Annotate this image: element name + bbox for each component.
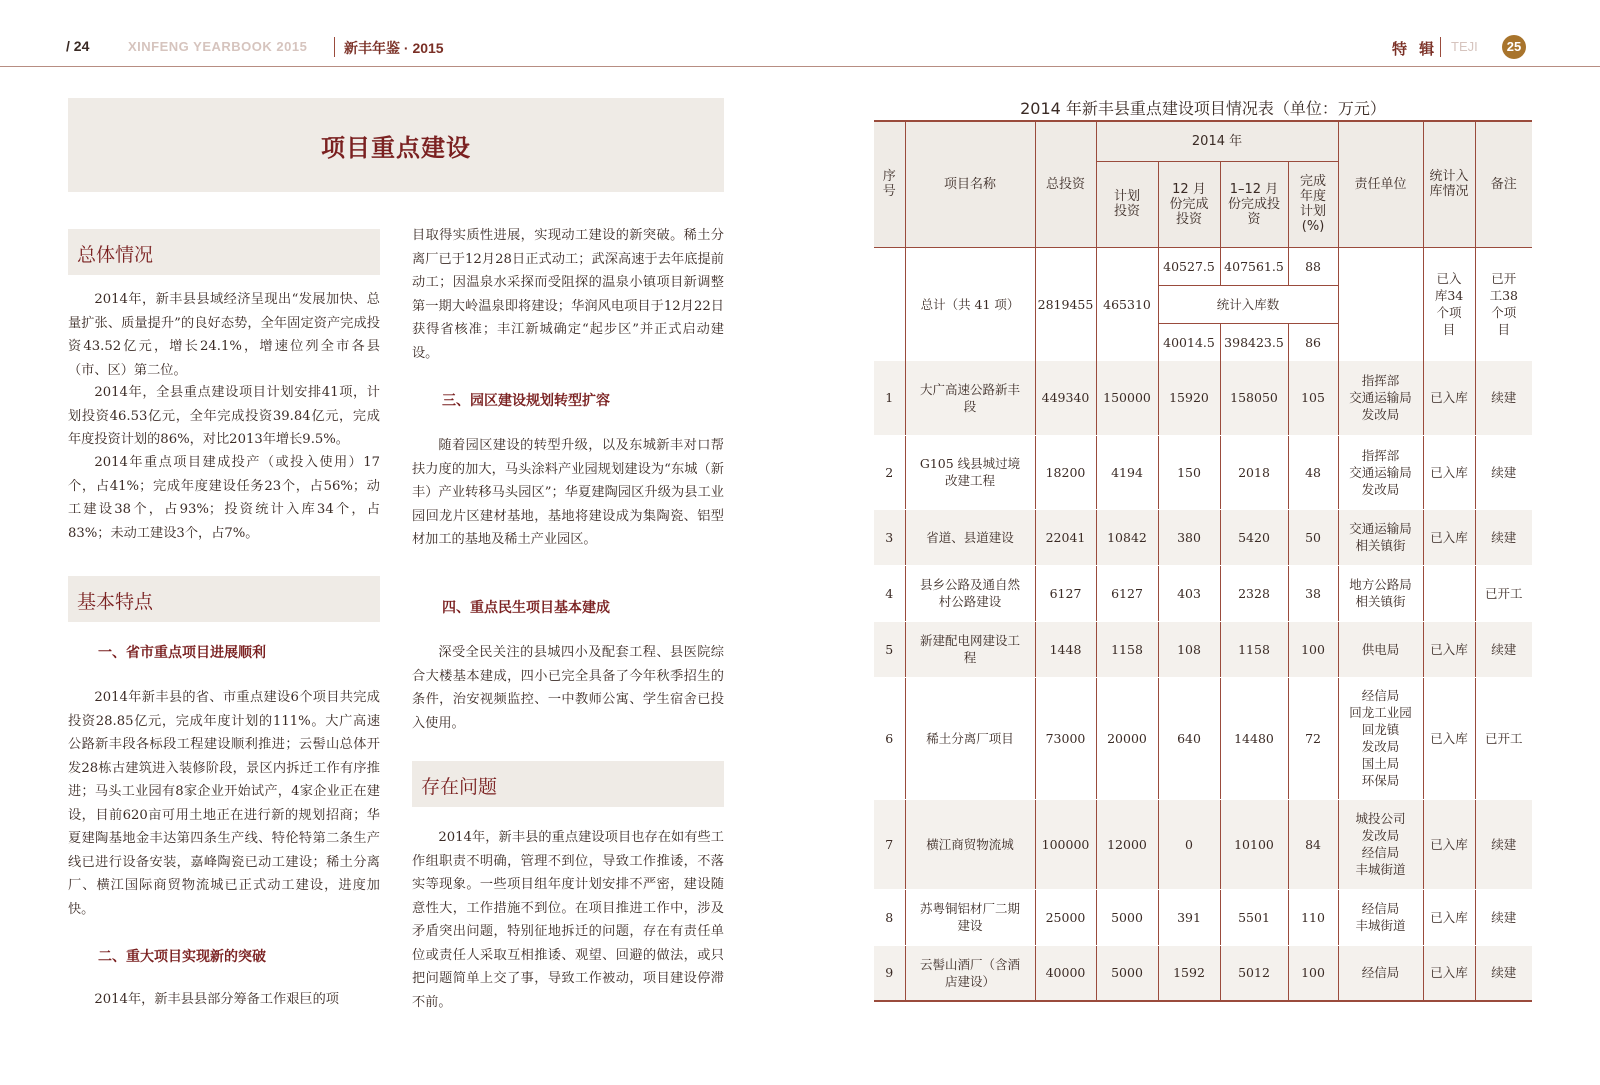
cell-total: 40000 (1035, 945, 1096, 1001)
cell-stat (1423, 565, 1475, 621)
cell-remark: 已开工 (1475, 565, 1532, 621)
cell-plan: 1158 (1096, 621, 1158, 677)
cell-seq: 3 (874, 509, 905, 565)
total-rate-stat: 86 (1288, 323, 1338, 361)
table-row (874, 889, 1532, 945)
cell-unit: 经信局 (1338, 945, 1423, 1001)
right-page-number: 25 (1502, 35, 1526, 59)
cell-total: 22041 (1035, 509, 1096, 565)
cell-dec: 108 (1158, 621, 1220, 677)
cell-rate: 50 (1288, 509, 1338, 565)
col-header-plan: 计划投资 (1096, 161, 1158, 247)
cell-total: 25000 (1035, 889, 1096, 945)
col-header-stat: 统计入库情况 (1423, 121, 1475, 247)
cell-seq: 9 (874, 945, 905, 1001)
section-chinese-label: 特 辑 (1392, 41, 1439, 58)
cell-name: 苏粤铜铝材厂二期建设 (905, 889, 1035, 945)
col-header-name: 项目名称 (905, 121, 1035, 247)
cell-rate: 84 (1288, 799, 1338, 889)
subheading: 二、重大项目实现新的突破 (98, 949, 266, 965)
cell-name: 县乡公路及通自然村公路建设 (905, 565, 1035, 621)
total-remark: 已开工38个项目 (1475, 247, 1532, 361)
paragraph: 2014年，新丰县县部分筹备工作艰巨的项 (94, 992, 339, 1007)
cell-dec: 0 (1158, 799, 1220, 889)
cell-rate: 38 (1288, 565, 1338, 621)
total-name: 总计（共 41 项） (905, 247, 1035, 361)
paragraph: 随着园区建设的转型升级，以及东城新丰对口帮扶力度的加大，马头涂料产业园规划建设为“东城（新丰）产业转移马头园区”；华夏建陶园区升级为县工业园回龙片区建材基地，基地将建设成为集陶瓷、铝型材加工的基地及稀土产业园区。 (412, 438, 724, 547)
cell-unit: 供电局 (1338, 621, 1423, 677)
table-row (874, 509, 1532, 565)
section-heading-features (68, 576, 380, 622)
col-header-dec: 12 月份完成投资 (1158, 161, 1220, 247)
cell-remark: 续建 (1475, 435, 1532, 509)
cell-rate: 100 (1288, 621, 1338, 677)
total-seq (874, 247, 905, 361)
cell-plan: 150000 (1096, 361, 1158, 435)
table-row (874, 945, 1532, 1001)
cell-ytd: 5420 (1220, 509, 1288, 565)
table-row (874, 565, 1532, 621)
cell-remark: 续建 (1475, 621, 1532, 677)
yearbook-chinese-title: 新丰年鉴 · 2015 (344, 40, 444, 56)
cell-stat: 已入库 (1423, 361, 1475, 435)
cell-total: 100000 (1035, 799, 1096, 889)
paragraph: 2014年，新丰县的重点建设项目也存在如有些工作组职责不明确，管理不到位，导致工作推诿，不落实等现象。一些项目组年度计划安排不严密，建设随意性大，工作措施不到位。在项目推进工作中，涉及矛盾突出问题，特别征地拆迁的问题，存在有责任单位或责任人采取互相推诿、观望、回避的做法，或只把问题简单上交了事，导致工作被动，项目建设停滞不前。 (412, 830, 724, 1010)
cell-ytd: 158050 (1220, 361, 1288, 435)
total-unit (1338, 247, 1423, 361)
cell-unit: 经信局 回龙工业园 回龙镇 发改局 国土局 环保局 (1338, 677, 1423, 799)
cell-remark: 续建 (1475, 509, 1532, 565)
cell-total: 18200 (1035, 435, 1096, 509)
paragraph: 2014年重点项目建成投产（或投入使用）17个，占41%；完成年度建设任务23个，占56%；动工建设38个，占93%；投资统计入库34个，占83%；未动工建设3个，占7%。 (68, 455, 380, 541)
cell-unit: 指挥部 交通运输局 发改局 (1338, 435, 1423, 509)
cell-remark: 续建 (1475, 945, 1532, 1001)
paragraph: 目取得实质性进展，实现动工建设的新突破。稀土分离厂已于12月28日正式动工；武深高速于去年底提前动工；因温泉水采探而受阻探的温泉小镇项目新调整第一期大岭温泉即将建设；华润风电项目于12月22日获得省核准；丰江新城确定“起步区”并正式启动建设。 (412, 228, 724, 361)
projects-table (874, 120, 1532, 1002)
cell-ytd: 2328 (1220, 565, 1288, 621)
cell-seq: 7 (874, 799, 905, 889)
cell-unit: 经信局 丰城街道 (1338, 889, 1423, 945)
table-row (874, 361, 1532, 435)
header-rule (0, 66, 1600, 67)
total-stat: 已入库34个项目 (1423, 247, 1475, 361)
paragraph: 2014年，新丰县县域经济呈现出“发展加快、总量扩张、质量提升”的良好态势，全年固定资产完成投资43.52亿元，增长24.1%，增速位列全市各县（市、区）第二位。 (68, 292, 380, 378)
cell-remark: 续建 (1475, 799, 1532, 889)
cell-plan: 12000 (1096, 799, 1158, 889)
header-divider (334, 37, 335, 57)
cell-remark: 已开工 (1475, 677, 1532, 799)
cell-seq: 4 (874, 565, 905, 621)
subheading: 四、重点民生项目基本建成 (442, 600, 610, 616)
total-ytd-stat: 398423.5 (1220, 323, 1288, 361)
section-heading-overall (68, 229, 380, 275)
cell-stat: 已入库 (1423, 509, 1475, 565)
total-ytd: 407561.5 (1220, 247, 1288, 285)
cell-plan: 5000 (1096, 889, 1158, 945)
page-header (0, 0, 1600, 68)
cell-total: 1448 (1035, 621, 1096, 677)
table-row (874, 677, 1532, 799)
table-row (874, 435, 1532, 509)
cell-ytd: 14480 (1220, 677, 1288, 799)
total-dec-stat: 40014.5 (1158, 323, 1220, 361)
cell-ytd: 5501 (1220, 889, 1288, 945)
cell-unit: 指挥部 交通运输局 发改局 (1338, 361, 1423, 435)
col-header-rate: 完成年度计划(%) (1288, 161, 1338, 247)
cell-remark: 续建 (1475, 889, 1532, 945)
paragraph: 深受全民关注的县城四小及配套工程、县医院综合大楼基本建成，四小已完全具备了今年秋季招生的条件，治安视频监控、一中教师公寓、学生宿舍已投入使用。 (412, 645, 724, 731)
total-plan: 465310 (1096, 247, 1158, 361)
cell-unit: 交通运输局 相关镇街 (1338, 509, 1423, 565)
cell-dec: 150 (1158, 435, 1220, 509)
cell-remark: 续建 (1475, 361, 1532, 435)
cell-name: 新建配电网建设工程 (905, 621, 1035, 677)
cell-plan: 6127 (1096, 565, 1158, 621)
cell-ytd: 10100 (1220, 799, 1288, 889)
cell-stat: 已入库 (1423, 621, 1475, 677)
yearbook-english-title: XINFENG YEARBOOK 2015 (128, 39, 308, 54)
cell-unit: 城投公司 发改局 经信局 丰城街道 (1338, 799, 1423, 889)
article-title-box (68, 98, 724, 192)
paragraph: 2014年，全县重点建设项目计划安排41项，计划投资46.53亿元，全年完成投资39.84亿元，完成年度投资计划的86%，对比2013年增长9.5%。 (68, 385, 380, 447)
cell-total: 73000 (1035, 677, 1096, 799)
cell-dec: 1592 (1158, 945, 1220, 1001)
cell-stat: 已入库 (1423, 945, 1475, 1001)
cell-rate: 100 (1288, 945, 1338, 1001)
cell-stat: 已入库 (1423, 435, 1475, 509)
table-row (874, 799, 1532, 889)
cell-dec: 15920 (1158, 361, 1220, 435)
section-heading-text: 存在问题 (421, 776, 498, 798)
section-heading-problems (412, 761, 724, 807)
cell-stat: 已入库 (1423, 677, 1475, 799)
paragraph: 2014年新丰县的省、市重点建设6个项目共完成投资28.85亿元，完成年度计划的111%。大广高速公路新丰段各标段工程建设顺利推进；云髻山总体开发28栋古建筑进入装修阶段，景区内拆迁工作有序推进；马头工业园有8家企业开始试产，4家企业正在建设，目前620亩可用土地正在进行新的规划招商；华夏建陶基地金丰达第四条生产线、特伦特第二条生产线已进行设备安装，嘉峰陶瓷已动工建设；稀土分离厂、横江国际商贸物流城已正式动工建设，进度加快。 (68, 690, 380, 917)
subheading: 一、省市重点项目进展顺利 (98, 645, 266, 661)
left-page-number: / 24 (66, 38, 90, 54)
total-rate: 88 (1288, 247, 1338, 285)
cell-total: 449340 (1035, 361, 1096, 435)
section-heading-text: 基本特点 (77, 591, 154, 613)
table-title: 2014 年新丰县重点建设项目情况表（单位：万元） (1020, 99, 1386, 118)
cell-stat: 已入库 (1423, 889, 1475, 945)
section-heading-text: 总体情况 (77, 244, 154, 266)
total-dec: 40527.5 (1158, 247, 1220, 285)
stat-label: 统计入库数 (1158, 285, 1338, 323)
cell-seq: 5 (874, 621, 905, 677)
cell-name: 云髻山酒厂（含酒店建设） (905, 945, 1035, 1001)
cell-name: 横江商贸物流城 (905, 799, 1035, 889)
cell-ytd: 2018 (1220, 435, 1288, 509)
cell-ytd: 5012 (1220, 945, 1288, 1001)
col-header-total: 总投资 (1035, 121, 1096, 247)
cell-dec: 380 (1158, 509, 1220, 565)
cell-seq: 6 (874, 677, 905, 799)
cell-dec: 640 (1158, 677, 1220, 799)
cell-plan: 20000 (1096, 677, 1158, 799)
cell-dec: 403 (1158, 565, 1220, 621)
cell-stat: 已入库 (1423, 799, 1475, 889)
cell-name: G105 线县城过境改建工程 (905, 435, 1035, 509)
cell-rate: 105 (1288, 361, 1338, 435)
cell-unit: 地方公路局 相关镇街 (1338, 565, 1423, 621)
table-row (874, 621, 1532, 677)
col-header-seq: 序号 (874, 121, 905, 247)
cell-name: 大广高速公路新丰段 (905, 361, 1035, 435)
cell-seq: 2 (874, 435, 905, 509)
cell-rate: 110 (1288, 889, 1338, 945)
col-header-ytd: 1–12 月份完成投资 (1220, 161, 1288, 247)
cell-plan: 4194 (1096, 435, 1158, 509)
cell-plan: 10842 (1096, 509, 1158, 565)
section-english-label: TEJI (1451, 39, 1478, 54)
cell-plan: 5000 (1096, 945, 1158, 1001)
cell-seq: 8 (874, 889, 905, 945)
cell-rate: 48 (1288, 435, 1338, 509)
cell-name: 省道、县道建设 (905, 509, 1035, 565)
col-header-remark: 备注 (1475, 121, 1532, 247)
cell-dec: 391 (1158, 889, 1220, 945)
cell-rate: 72 (1288, 677, 1338, 799)
total-investment: 2819455 (1035, 247, 1096, 361)
cell-seq: 1 (874, 361, 905, 435)
cell-ytd: 1158 (1220, 621, 1288, 677)
article-title: 项目重点建设 (321, 134, 471, 162)
col-header-unit: 责任单位 (1338, 121, 1423, 247)
subheading: 三、园区建设规划转型扩容 (442, 393, 610, 409)
col-header-year: 2014 年 (1096, 121, 1338, 161)
header-divider (1440, 37, 1441, 57)
cell-total: 6127 (1035, 565, 1096, 621)
cell-name: 稀土分离厂项目 (905, 677, 1035, 799)
